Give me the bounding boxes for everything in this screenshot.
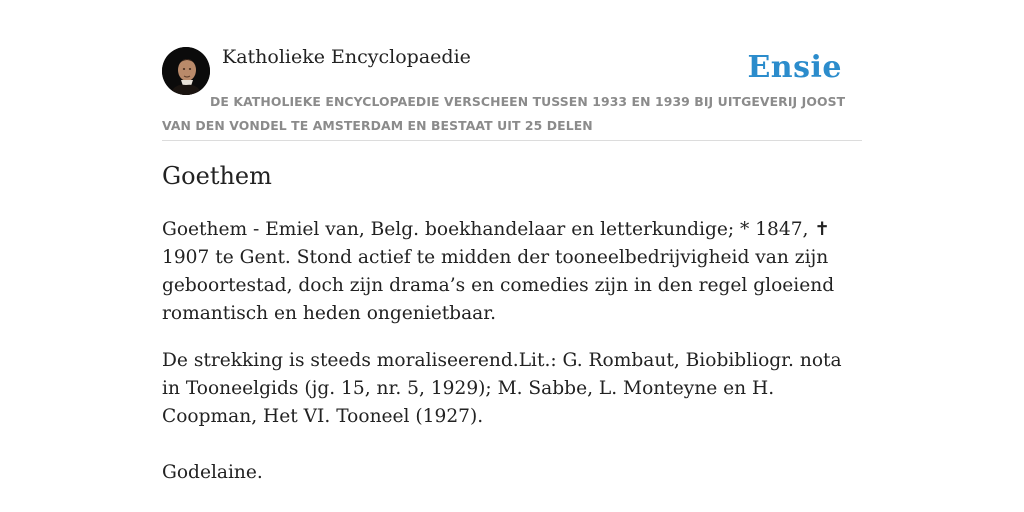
page — [162, 0, 862, 512]
site-tagline: DE KATHOLIEKE ENCYCLOPAEDIE VERSCHEEN TUSSEN 1933 EN 1939 BIJ UITGEVERIJ JOOST VAN DEN VONDEL TE AMSTERDAM EN BESTAAT UIT 25 DELEN — [162, 94, 846, 133]
site-header — [162, 0, 862, 141]
article-paragraph: De strekking is steeds moraliseerend.Lit.: G. Rombaut, Biobibliogr. nota in Tooneelgids (jg. 15, nr. 5, 1929); M. Sabbe, L. Monteyne en H. Coopman, Het VI. Tooneel (1927). — [162, 350, 842, 427]
article-paragraph: Goethem - Emiel van, Belg. boekhandelaar en letterkundige; * 1847, ✝ 1907 te Gent. Stond actief te midden der tooneelbedrijvigheid van zijn geboortestad, doch zijn drama’s en comedies zijn in den regel gloeiend romantisch en heden ongenietbaar. — [162, 219, 835, 324]
article-author: Godelaine. — [162, 462, 263, 483]
site-title[interactable]: Katholieke Encyclopaedie — [222, 46, 471, 68]
portrait-icon[interactable] — [162, 47, 210, 95]
article-title: Goethem — [162, 162, 272, 190]
brand-logo[interactable]: Ensie — [747, 50, 842, 85]
